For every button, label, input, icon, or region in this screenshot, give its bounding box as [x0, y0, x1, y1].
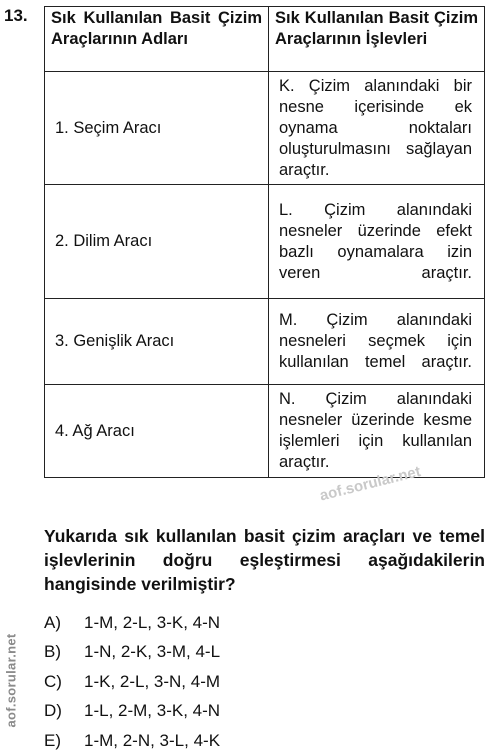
- option-letter: D): [44, 701, 62, 721]
- tool-name-cell: 4. Ağ Aracı: [45, 385, 269, 478]
- table-header-row: [45, 7, 485, 72]
- option-text: 1-K, 2-L, 3-N, 4-M: [84, 671, 221, 691]
- option-text: 1-N, 2-K, 3-M, 4-L: [84, 642, 221, 662]
- option-e[interactable]: [44, 726, 220, 756]
- option-text: 1-L, 2-M, 3-K, 4-N: [84, 701, 221, 721]
- question-stem: Yukarıda sık kullanılan basit çizim araçları ve temel işlevlerinin doğru eşleştirmesi aşağıdakilerin hangisinde verilmiştir?: [44, 526, 485, 594]
- watermark-side-text: aof.sorular.net: [3, 632, 19, 728]
- option-letter: B): [44, 642, 61, 662]
- option-letter: A): [44, 612, 61, 632]
- tool-function-cell: K. Çizim alanındaki bir nesne içerisinde ek oynama noktaları oluşturulmasını sağlayan araçtır.: [269, 72, 485, 185]
- tool-name-cell: 1. Seçim Aracı: [45, 72, 269, 185]
- table-row: [45, 72, 485, 185]
- watermark-side: [2, 615, 20, 745]
- tool-name-cell: 2. Dilim Aracı: [45, 185, 269, 299]
- tool-function-cell: L. Çizim alanındaki nesneler üzerinde efekt bazlı oynamalara izin veren araçtır.: [269, 185, 485, 299]
- option-letter: E): [44, 730, 61, 750]
- option-b[interactable]: [44, 638, 220, 668]
- option-text: 1-M, 2-L, 3-K, 4-N: [84, 612, 221, 632]
- table-row: [45, 299, 485, 385]
- option-text: 1-M, 2-N, 3-L, 4-K: [84, 730, 221, 750]
- option-a[interactable]: [44, 608, 220, 638]
- tool-function-cell: M. Çizim alanındaki nesneleri seçmek için kullanılan temel araçtır.: [269, 299, 485, 385]
- answer-options: [44, 608, 220, 756]
- header-tool-functions: Sık Kullanılan Basit Çizim Araçlarının İşlevleri: [269, 7, 485, 72]
- header-tool-names: Sık Kullanılan Basit Çizim Araçlarının Adları: [45, 7, 269, 72]
- option-c[interactable]: [44, 667, 220, 697]
- table-row: [45, 185, 485, 299]
- option-letter: C): [44, 671, 62, 691]
- tool-function-cell: N. Çizim alanındaki nesneler üzerinde kesme işlemleri için kullanılan araçtır.: [269, 385, 485, 478]
- tool-name-cell: 3. Genişlik Aracı: [45, 299, 269, 385]
- question-number: 13.: [4, 6, 28, 25]
- watermark-diagonal: aof.sorular.net: [318, 462, 423, 505]
- matching-table: [44, 6, 485, 478]
- option-d[interactable]: [44, 697, 220, 727]
